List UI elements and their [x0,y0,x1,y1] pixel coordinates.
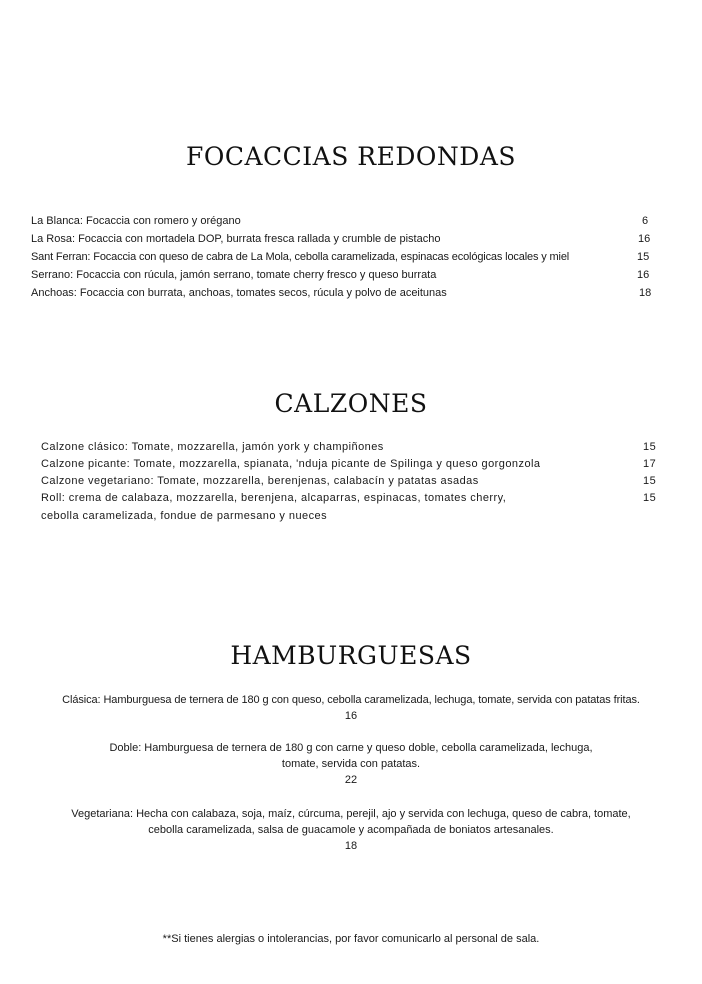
item-description: La Blanca: Focaccia con romero y orégano [31,215,241,227]
item-price: 16 [637,269,650,281]
menu-item-price: 17 [643,458,657,470]
menu-item-price: 15 [643,492,657,504]
focaccias-title: FOCACCIAS REDONDAS [186,142,516,171]
burger-item [0,740,702,788]
burger-price: 22 [344,774,358,786]
item-price: 15 [637,251,650,263]
menu-item-description: Calzone clásico: Tomate, mozzarella, jamón york y champiñones [41,441,384,453]
burger-price: 16 [344,710,358,722]
burger-description: Clásica: Hamburguesa de ternera de 180 g con queso, cebolla caramelizada, lechuga, tomate, servida con patatas fritas. [62,694,640,706]
item-price: 6 [642,215,649,227]
item-description: Sant Ferran: Focaccia con queso de cabra de La Mola, cebolla caramelizada, espinacas ecológicas locales y miel [31,251,570,263]
menu-item-description: Calzone picante: Tomate, mozzarella, spianata, 'nduja picante de Spilinga y queso gorgonzola [41,458,541,470]
menu-item-description-continued: cebolla caramelizada, fondue de parmesano y nueces [41,510,328,522]
item-description: Serrano: Focaccia con rúcula, jamón serrano, tomate cherry fresco y queso burrata [31,269,437,281]
item-price: 18 [639,287,652,299]
burger-item [0,806,702,854]
burger-description-continued: tomate, servida con patatas. [281,758,421,770]
burger-description-continued: cebolla caramelizada, salsa de guacamole y acompañada de boniatos artesanales. [148,824,554,836]
item-description: La Rosa: Focaccia con mortadela DOP, burrata fresca rallada y crumble de pistacho [31,233,441,245]
burger-description: Doble: Hamburguesa de ternera de 180 g con carne y queso doble, cebolla caramelizada, lechuga, [109,742,593,754]
menu-item-price: 15 [643,441,657,453]
menu-item-description: Roll: crema de calabaza, mozzarella, berenjena, alcaparras, espinacas, tomates cherry, [41,492,507,504]
hamburguesas-title: HAMBURGUESAS [230,641,472,670]
menu-item-price: 15 [643,475,657,487]
burger-item [0,692,702,724]
burger-description: Vegetariana: Hecha con calabaza, soja, maíz, cúrcuma, perejil, ajo y servida con lechuga, queso de cabra, tomate, [71,808,631,820]
item-price: 16 [638,233,651,245]
item-description: Anchoas: Focaccia con burrata, anchoas, tomates secos, rúcula y polvo de aceitunas [31,287,447,299]
menu-item-description: Calzone vegetariano: Tomate, mozzarella, berenjenas, calabacín y patatas asadas [41,475,479,487]
calzones-title: CALZONES [274,389,428,418]
allergy-footnote: **Si tienes alergias o intolerancias, por favor comunicarlo al personal de sala. [162,933,540,945]
burger-price: 18 [344,840,358,852]
